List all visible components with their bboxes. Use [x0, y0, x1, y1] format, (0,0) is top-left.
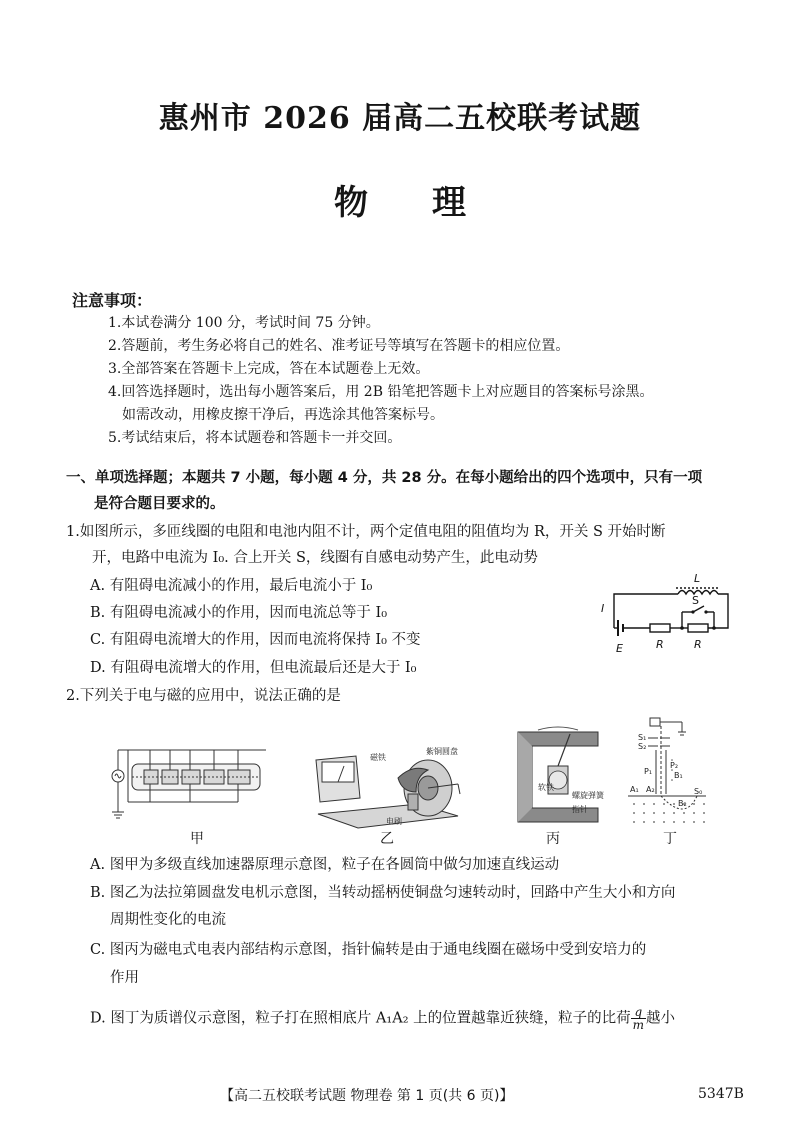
- note-item: 5.考试结束后，将本试题卷和答题卡一并交回。: [108, 430, 402, 446]
- fig-text: S₁: [638, 733, 647, 742]
- note-item: 1.本试卷满分 100 分，考试时间 75 分钟。: [108, 315, 380, 331]
- q2-option-d: [90, 1006, 675, 1031]
- charge-mass-ratio: [631, 1006, 646, 1031]
- figure-ding-mass-spectrometer: [620, 716, 712, 828]
- subject-title: [0, 175, 800, 224]
- fig-text: A₁: [630, 785, 639, 794]
- page-footer: 【高二五校联考试题 物理卷 第 1 页(共 6 页)】: [220, 1088, 514, 1104]
- subject-char-1: 物: [334, 183, 368, 223]
- figure-label-jia: 甲: [190, 831, 204, 847]
- q2-option-d-tail: 越小: [646, 1010, 676, 1027]
- q1-option-c: C. 有阻碍电流增大的作用，因而电流将保持 I₀ 不变: [90, 632, 421, 648]
- q1-circuit-diagram: [596, 568, 744, 660]
- fraction-denominator: m: [632, 1018, 645, 1032]
- note-item: 3.全部答案在答题卡上完成，答在本试题卷上无效。: [108, 361, 430, 377]
- q1-option-b: B. 有阻碍电流减小的作用，因而电流总等于 I₀: [90, 605, 388, 621]
- label-R: R: [694, 638, 702, 651]
- fig-text: A₂: [646, 785, 655, 794]
- fig-text: 电刷: [386, 817, 402, 826]
- fig-text: 紫铜圆盘: [426, 747, 458, 756]
- notes-heading: 注意事项：: [72, 291, 153, 310]
- note-item: 2.答题前，考生务必将自己的姓名、准考证号等填写在答题卡的相应位置。: [108, 338, 570, 354]
- q2-option-c-line2: 作用: [110, 970, 139, 986]
- section-heading-line2: 是符合题目要求的。: [94, 496, 225, 512]
- figure-yi-faraday-disc: [308, 738, 468, 830]
- section-heading-line1: 一、单项选择题；本题共 7 小题，每小题 4 分，共 28 分。在每小题给出的四个选项中，只有一项: [66, 470, 703, 486]
- figure-label-ding: 丁: [663, 831, 677, 847]
- q1-stem-line2: 开，电路中电流为 I₀. 合上开关 S，线圈有自感电动势产生，此电动势: [92, 550, 538, 566]
- fig-text: 磁铁: [370, 753, 386, 762]
- q2-stem: 2.下列关于电与磁的应用中，说法正确的是: [66, 688, 341, 704]
- fraction-numerator: q: [631, 1006, 646, 1019]
- fig-text: P₂: [670, 761, 679, 770]
- q2-option-d-text: D. 图丁为质谱仪示意图，粒子打在照相底片 A₁A₂ 上的位置越靠近狭缝，粒子的比荷: [90, 1010, 631, 1027]
- q1-option-d: D. 有阻碍电流增大的作用，但电流最后还是大于 I₀: [90, 660, 417, 676]
- exam-code: 5347B: [698, 1086, 744, 1102]
- fig-text: P₁: [644, 767, 653, 776]
- subject-char-2: 理: [432, 183, 466, 223]
- fig-text: B₁: [674, 771, 683, 780]
- label-L: L: [694, 572, 701, 585]
- note-item: 如需改动，用橡皮擦干净后，再选涂其他答案标号。: [122, 407, 444, 423]
- fig-text: 软铁: [538, 783, 554, 792]
- figure-jia-linear-accelerator: [110, 742, 286, 826]
- q2-option-a: A. 图甲为多级直线加速器原理示意图，粒子在各圆筒中做匀加速直线运动: [90, 857, 560, 873]
- label-S: S: [692, 594, 699, 607]
- fig-text: S₂: [638, 742, 647, 751]
- q2-option-c-line1: C. 图丙为磁电式电表内部结构示意图，指针偏转是由于通电线圈在磁场中受到安培力的: [90, 942, 647, 958]
- q2-option-b-line2: 周期性变化的电流: [110, 912, 226, 928]
- fig-text: 指针: [572, 805, 588, 814]
- figure-label-yi: 乙: [380, 831, 394, 847]
- label-R: R: [656, 638, 664, 651]
- fig-text: B₂: [678, 799, 687, 808]
- q2-option-b-line1: B. 图乙为法拉第圆盘发电机示意图，当转动摇柄使铜盘匀速转动时，回路中产生大小和方向: [90, 885, 676, 901]
- figure-bing-moving-coil-meter: [508, 726, 608, 828]
- fig-text: S₀: [694, 787, 703, 796]
- note-item: 4.回答选择题时，选出每小题答案后，用 2B 铅笔把答题卡上对应题目的答案标号涂黑。: [108, 384, 654, 400]
- fig-text: 螺旋弹簧: [572, 791, 604, 800]
- label-I: I: [601, 602, 605, 615]
- exam-title: 惠州市 2026 届高二五校联考试题: [158, 101, 642, 136]
- q1-option-a: A. 有阻碍电流减小的作用，最后电流小于 I₀: [90, 578, 373, 594]
- label-E: E: [616, 642, 623, 655]
- figure-label-bing: 丙: [546, 831, 560, 847]
- q1-stem-line1: 1.如图所示，多匝线圈的电阻和电池内阻不计，两个定值电阻的阻值均为 R，开关 S 开始时断: [66, 524, 666, 540]
